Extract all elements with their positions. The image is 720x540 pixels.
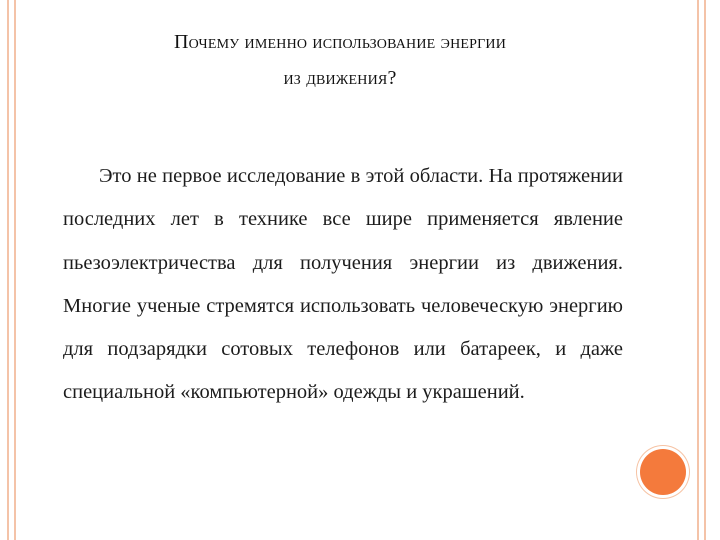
decorative-circle [640,449,686,495]
left-frame-line-inner [14,0,16,540]
right-frame-line-outer [704,0,706,540]
slide-title-line-1: Почему именно использование энергии [173,31,507,53]
right-frame-line-inner [697,0,699,540]
left-frame-line-outer [7,0,9,540]
slide-body-text: Это не первое исследование в этой области. На протяжении последних лет в технике все шире применяется явление пьезоэлектричества для получения энергии из движения. Многие ученые стремятся использовать человеческую энергию для подзарядки сотовых телефонов или батареек, и даже специальной «компьютерной» одежды и украшений. [63,165,623,404]
slide-title-line-2: из движения? [283,67,397,89]
slide-title [40,24,640,96]
